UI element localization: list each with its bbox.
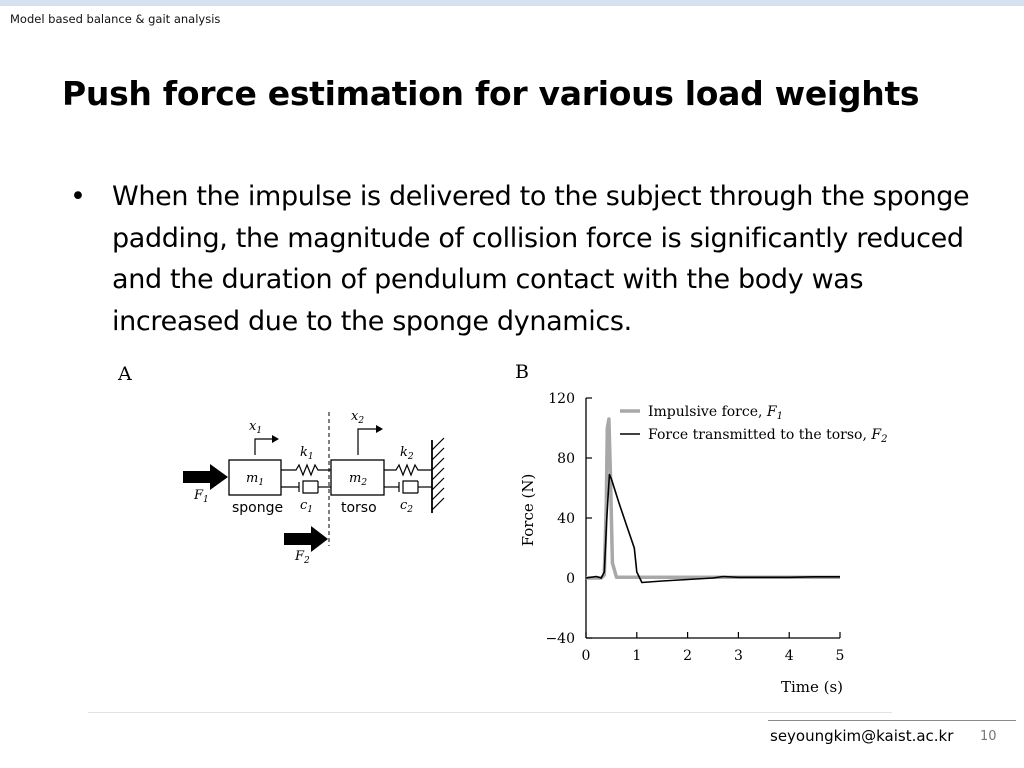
bullet-dot: • xyxy=(70,181,86,212)
slide-title: Push force estimation for various load weights xyxy=(62,74,920,113)
x1-label: $x_1$ xyxy=(249,419,263,436)
k1-label: $k_1$ xyxy=(300,445,314,462)
m1-label: $m_1$ xyxy=(246,471,265,488)
torso-label: torso xyxy=(341,500,377,516)
page-number: 10 xyxy=(980,729,997,744)
sponge-label: sponge xyxy=(232,500,284,516)
bullet-text: When the impulse is delivered to the subject through the sponge padding, the magnitude of collision force is significantly reduced and the duration of pendulum contact with the body was increased due to the sponge dynamics. xyxy=(112,181,970,337)
x-tick-label: 1 xyxy=(632,648,642,664)
y-axis-label: Force (N) xyxy=(519,473,537,547)
x-axis-label: Time (s) xyxy=(780,678,844,696)
series-line-2 xyxy=(586,475,840,583)
x-tick-label: 2 xyxy=(683,648,693,664)
c2-label: $c_2$ xyxy=(400,498,414,515)
presentation-header: Model based balance & gait analysis xyxy=(10,12,221,26)
panel-a-label: A xyxy=(118,363,132,385)
y-tick-label: 40 xyxy=(557,511,575,527)
x-tick-label: 5 xyxy=(835,648,845,664)
c1-label: $c_1$ xyxy=(300,498,314,515)
x2-label: $x_2$ xyxy=(351,409,365,426)
chart-legend xyxy=(620,404,887,445)
y-tick-label: 120 xyxy=(548,391,575,407)
y-tick-label: −40 xyxy=(545,631,575,647)
x-tick-label: 0 xyxy=(581,648,591,664)
f2-label: $F_2$ xyxy=(295,549,310,566)
k2-label: $k_2$ xyxy=(400,445,414,462)
panel-b-label: B xyxy=(515,361,529,383)
x-tick-label: 4 xyxy=(784,648,794,664)
footer-divider xyxy=(768,720,1016,721)
legend-entry-1: Impulsive force, $F_1$ xyxy=(648,404,783,422)
content-divider xyxy=(88,712,892,713)
y-tick-label: 80 xyxy=(557,451,575,467)
chart-series xyxy=(586,419,840,583)
m2-label: $m_2$ xyxy=(349,471,368,488)
footer-email: seyoungkim@kaist.ac.kr xyxy=(770,727,954,745)
f1-label: $F_1$ xyxy=(194,488,209,505)
y-tick-label: 0 xyxy=(566,571,575,587)
x-tick-label: 3 xyxy=(733,648,743,664)
legend-entry-2: Force transmitted to the torso, $F_2$ xyxy=(648,427,888,445)
